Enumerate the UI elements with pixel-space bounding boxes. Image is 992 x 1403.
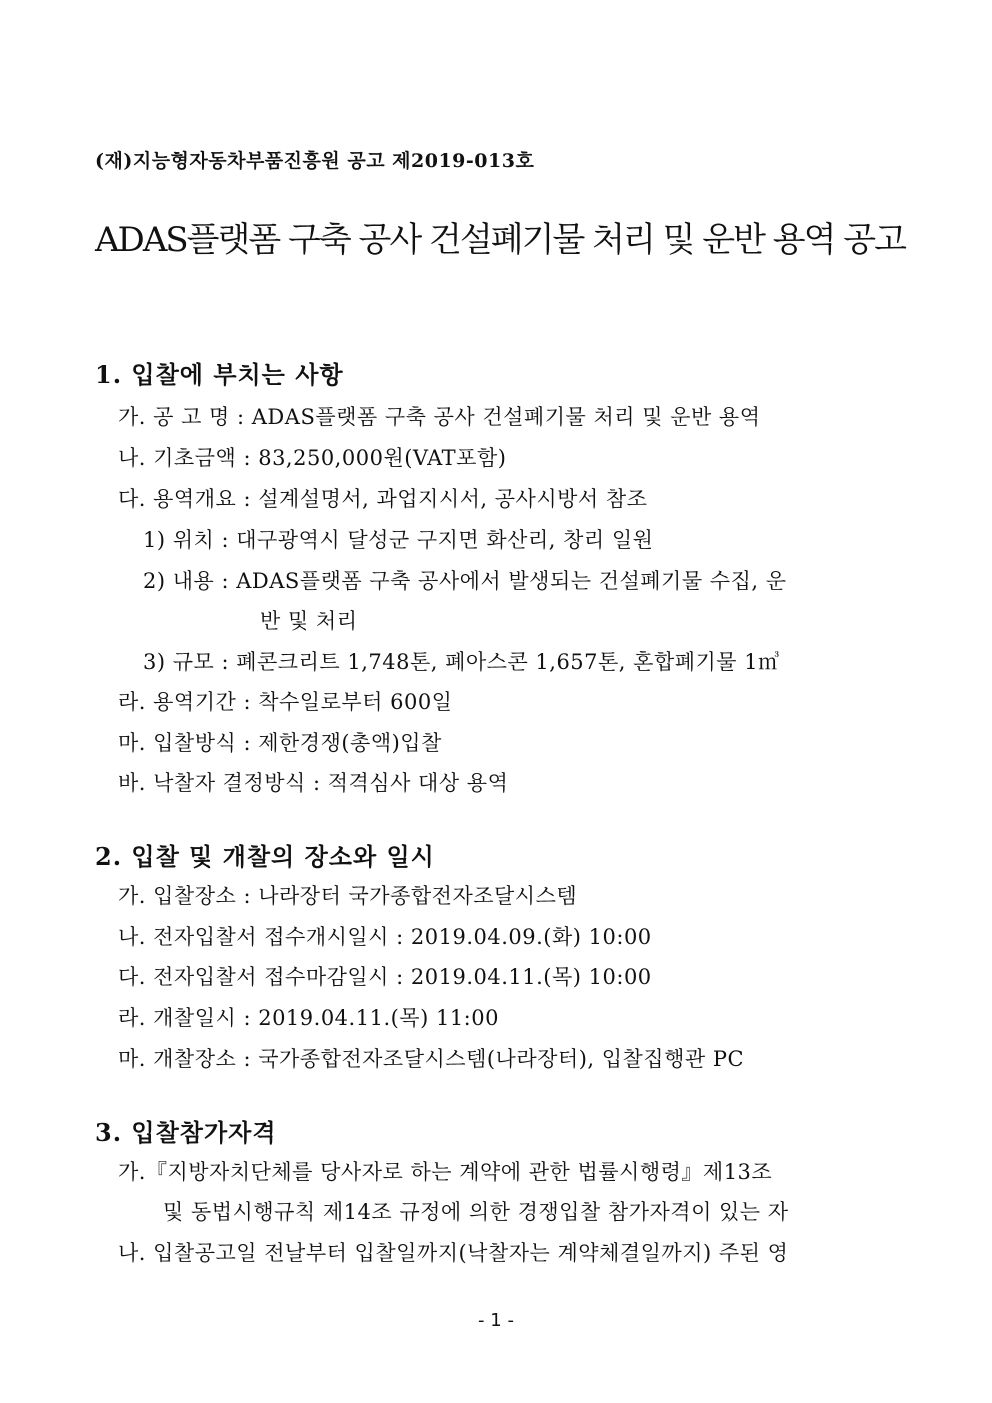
section1-sub2-line2: 반 및 처리 [260,609,358,633]
section1-item-na: 나. 기초금액 : 83,250,000원(VAT포함) [118,446,507,470]
page-number: - 1 - [478,1310,514,1331]
section1-sub2-line1: 2) 내용 : ADAS플랫폼 구축 공사에서 발생되는 건설폐기물 수집, 운 [143,569,787,593]
section2-item-na: 나. 전자입찰서 접수개시일시 : 2019.04.09.(화) 10:00 [118,925,652,949]
section2-item-ra: 라. 개찰일시 : 2019.04.11.(목) 11:00 [118,1006,499,1030]
section1-item-da: 다. 용역개요 : 설계설명서, 과업지시서, 공사시방서 참조 [118,487,648,511]
page-title: ADAS플랫폼 구축 공사 건설폐기물 처리 및 운반 용역 공고 [95,220,905,260]
section1-item-ba: 바. 낙찰자 결정방식 : 적격심사 대상 용역 [118,771,509,795]
section3-item-ga-line2: 및 동법시행규칙 제14조 규정에 의한 경쟁입찰 참가자격이 있는 자 [163,1200,789,1224]
section1-sub3: 3) 규모 : 폐콘크리트 1,748톤, 폐아스콘 1,657톤, 혼합폐기물 1㎥ [143,650,780,674]
section2-item-ga: 가. 입찰장소 : 나라장터 국가종합전자조달시스템 [118,884,578,908]
section1-heading: 1. 입찰에 부치는 사항 [95,360,344,389]
section1-item-ma: 마. 입찰방식 : 제한경쟁(총액)입찰 [118,731,442,755]
section1-item-ra: 라. 용역기간 : 착수일로부터 600일 [118,690,453,714]
section1-item-ga: 가. 공 고 명 : ADAS플랫폼 구축 공사 건설폐기물 처리 및 운반 용역 [118,405,761,429]
section3-item-na-line1: 나. 입찰공고일 전날부터 입찰일까지(낙찰자는 계약체결일까지) 주된 영 [118,1241,789,1265]
notice-number: (재)지능형자동차부품진흥원 공고 제2019-013호 [95,150,535,172]
section3-item-ga-line1: 가.『지방자치단체를 당사자로 하는 계약에 관한 법률시행령』제13조 [118,1160,773,1184]
section2-heading: 2. 입찰 및 개찰의 장소와 일시 [95,842,435,871]
section3-heading: 3. 입찰참가자격 [95,1118,277,1147]
section2-item-da: 다. 전자입찰서 접수마감일시 : 2019.04.11.(목) 10:00 [118,965,652,989]
section1-sub1: 1) 위치 : 대구광역시 달성군 구지면 화산리, 창리 일원 [143,528,654,552]
section2-item-ma: 마. 개찰장소 : 국가종합전자조달시스템(나라장터), 입찰집행관 PC [118,1047,745,1071]
